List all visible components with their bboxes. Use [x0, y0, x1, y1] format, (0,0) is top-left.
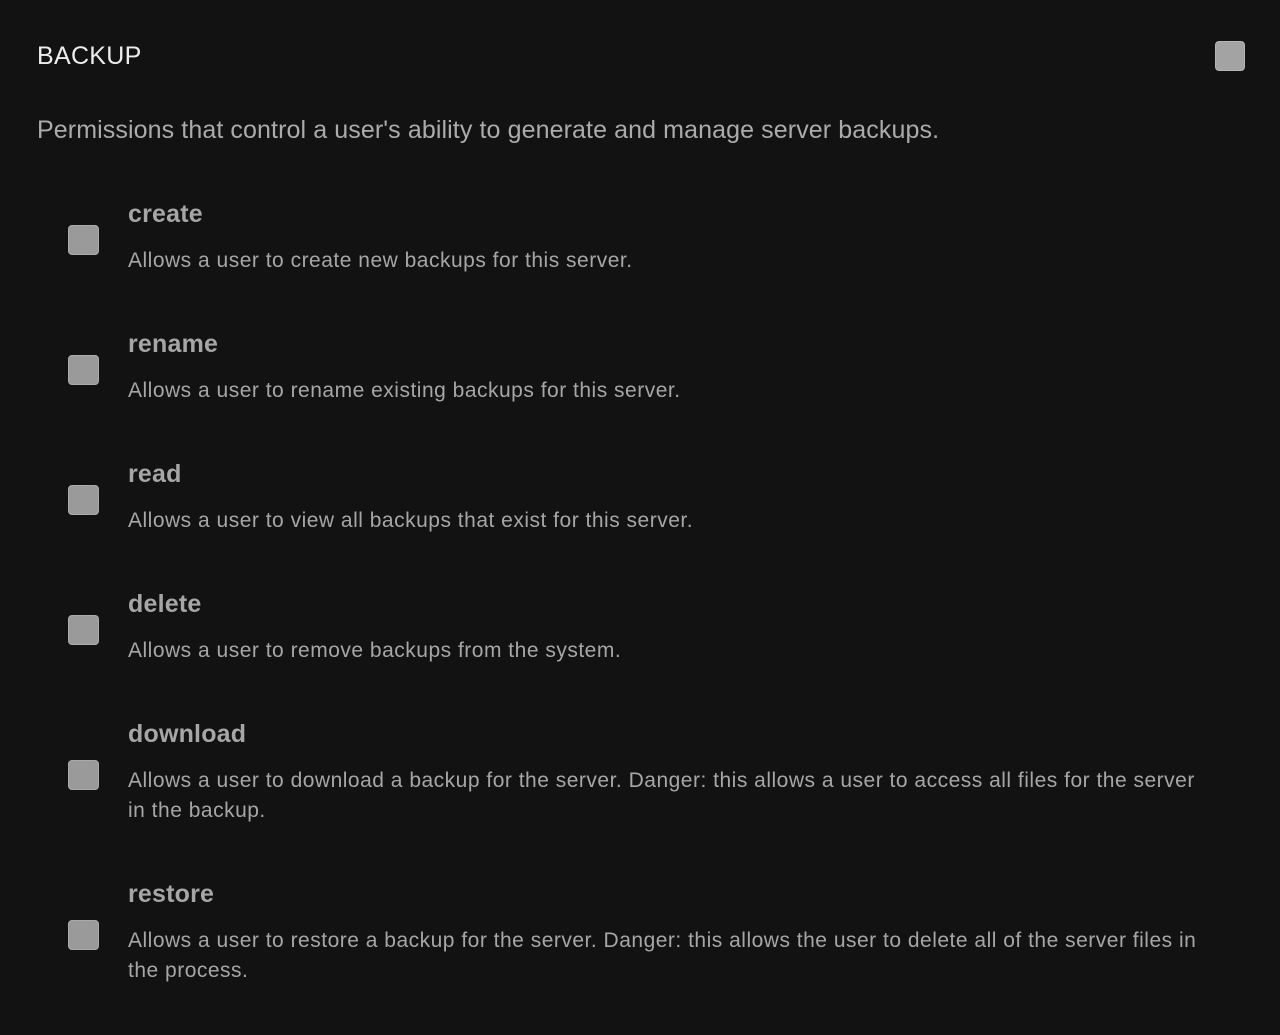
permission-rename-checkbox[interactable]	[68, 355, 99, 385]
permission-name: download	[128, 720, 247, 748]
permission-description: Allows a user to remove backups from the system.	[128, 639, 622, 662]
permission-name: read	[128, 460, 182, 488]
permission-description: Allows a user to create new backups for this server.	[128, 249, 633, 272]
select-all-checkbox[interactable]	[1215, 41, 1245, 71]
permission-name: create	[128, 200, 203, 228]
permission-description: Allows a user to download a backup for the server. Danger: this allows a user to access all files for the server in the backup.	[128, 769, 1195, 822]
permission-description: Allows a user to rename existing backups for this server.	[128, 379, 681, 402]
permission-delete-checkbox[interactable]	[68, 615, 99, 645]
section-title: BACKUP	[37, 42, 142, 70]
section-description: Permissions that control a user's ability to generate and manage server backups.	[37, 116, 940, 144]
permission-restore-checkbox[interactable]	[68, 920, 99, 950]
permission-name: rename	[128, 330, 219, 358]
permission-description: Allows a user to restore a backup for the server. Danger: this allows the user to delete all of the server files in the process.	[128, 929, 1197, 982]
permission-download-checkbox[interactable]	[68, 760, 99, 790]
permission-read-checkbox[interactable]	[68, 485, 99, 515]
permission-name: delete	[128, 590, 202, 618]
permission-create-checkbox[interactable]	[68, 225, 99, 255]
permission-description: Allows a user to view all backups that exist for this server.	[128, 509, 694, 532]
permission-name: restore	[128, 880, 215, 908]
